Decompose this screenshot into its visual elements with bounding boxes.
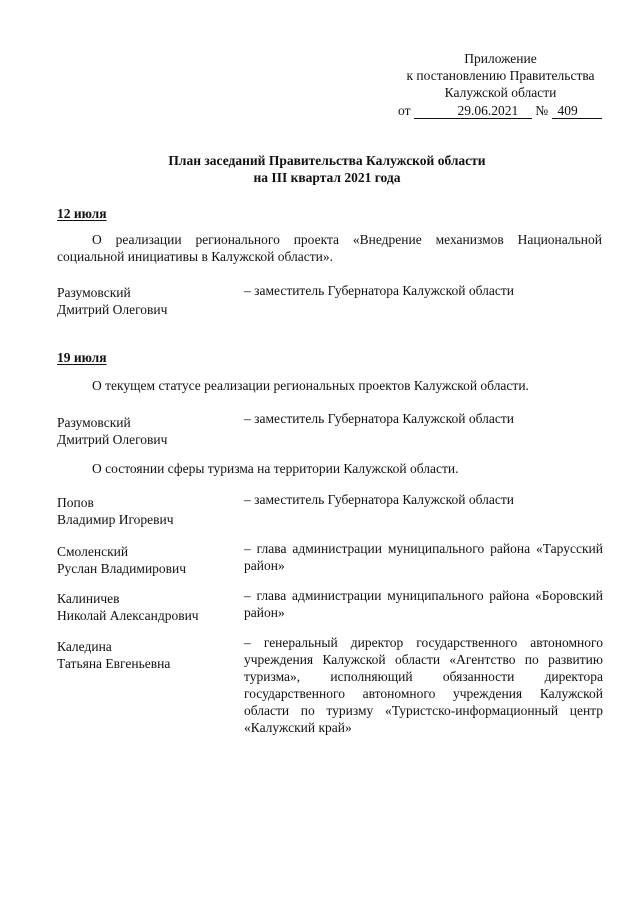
speaker-role: – заместитель Губернатора Калужской области: [244, 283, 515, 298]
speaker-given-name: Дмитрий Олегович: [57, 432, 168, 447]
speaker-name: [57, 638, 237, 672]
speaker-surname: Разумовский: [57, 415, 131, 430]
topic-paragraph: О реализации регионального проекта «Внедрение механизмов Национальной социальной инициативы в Калужской области».: [57, 232, 602, 264]
speaker-surname: Калиничев: [57, 591, 120, 606]
appendix-header: [398, 50, 603, 119]
from-label: от: [398, 103, 411, 118]
speaker-role: – заместитель Губернатора Калужской области: [244, 492, 515, 507]
topic-paragraph: О состоянии сферы туризма на территории Калужской области.: [92, 461, 459, 476]
speaker-role: – глава администрации муниципального района «Боровский район»: [244, 588, 603, 620]
speaker-given-name: Николай Александрович: [57, 608, 199, 623]
appendix-date-row: [398, 102, 603, 119]
speaker-surname: Попов: [57, 495, 94, 510]
page-title: [0, 152, 640, 186]
speaker-name: [57, 284, 237, 318]
speaker-surname: Разумовский: [57, 285, 131, 300]
speaker-name: [57, 590, 237, 624]
speaker-role: – генеральный директор государственного автономного учреждения Калужской области «Агентство по развитию туризма», исполняющий обязанности директора государственного автономного учреждения Калужской области по туризму «Туристско-информационный центр «Калужский край»: [244, 635, 603, 735]
section-date-19-july: 19 июля: [57, 350, 107, 365]
speaker-given-name: Дмитрий Олегович: [57, 302, 168, 317]
title-line-1: План заседаний Правительства Калужской области: [168, 153, 486, 168]
speaker-name: [57, 414, 237, 448]
number-label: №: [535, 103, 549, 118]
speaker-given-name: Руслан Владимирович: [57, 561, 187, 576]
speaker-role: – заместитель Губернатора Калужской области: [244, 411, 515, 426]
speaker-name: [57, 543, 237, 577]
title-line-2: на III квартал 2021 года: [253, 170, 401, 185]
appendix-region-line: Калужской области: [444, 85, 557, 100]
appendix-decree-line: к постановлению Правительства: [406, 68, 595, 83]
speaker-role: – глава администрации муниципального района «Тарусский район»: [244, 541, 603, 573]
section-date-12-july: 12 июля: [57, 206, 107, 221]
speaker-surname: Смоленский: [57, 544, 129, 559]
speaker-surname: Каледина: [57, 639, 112, 654]
decree-date: 29.06.2021: [414, 103, 532, 119]
appendix-title: Приложение: [464, 51, 537, 66]
speaker-given-name: Татьяна Евгеньевна: [57, 656, 171, 671]
topic-paragraph: О текущем статусе реализации региональных проектов Калужской области.: [92, 378, 529, 393]
speaker-name: [57, 494, 237, 528]
decree-number: 409: [552, 103, 602, 119]
speaker-given-name: Владимир Игоревич: [57, 512, 174, 527]
